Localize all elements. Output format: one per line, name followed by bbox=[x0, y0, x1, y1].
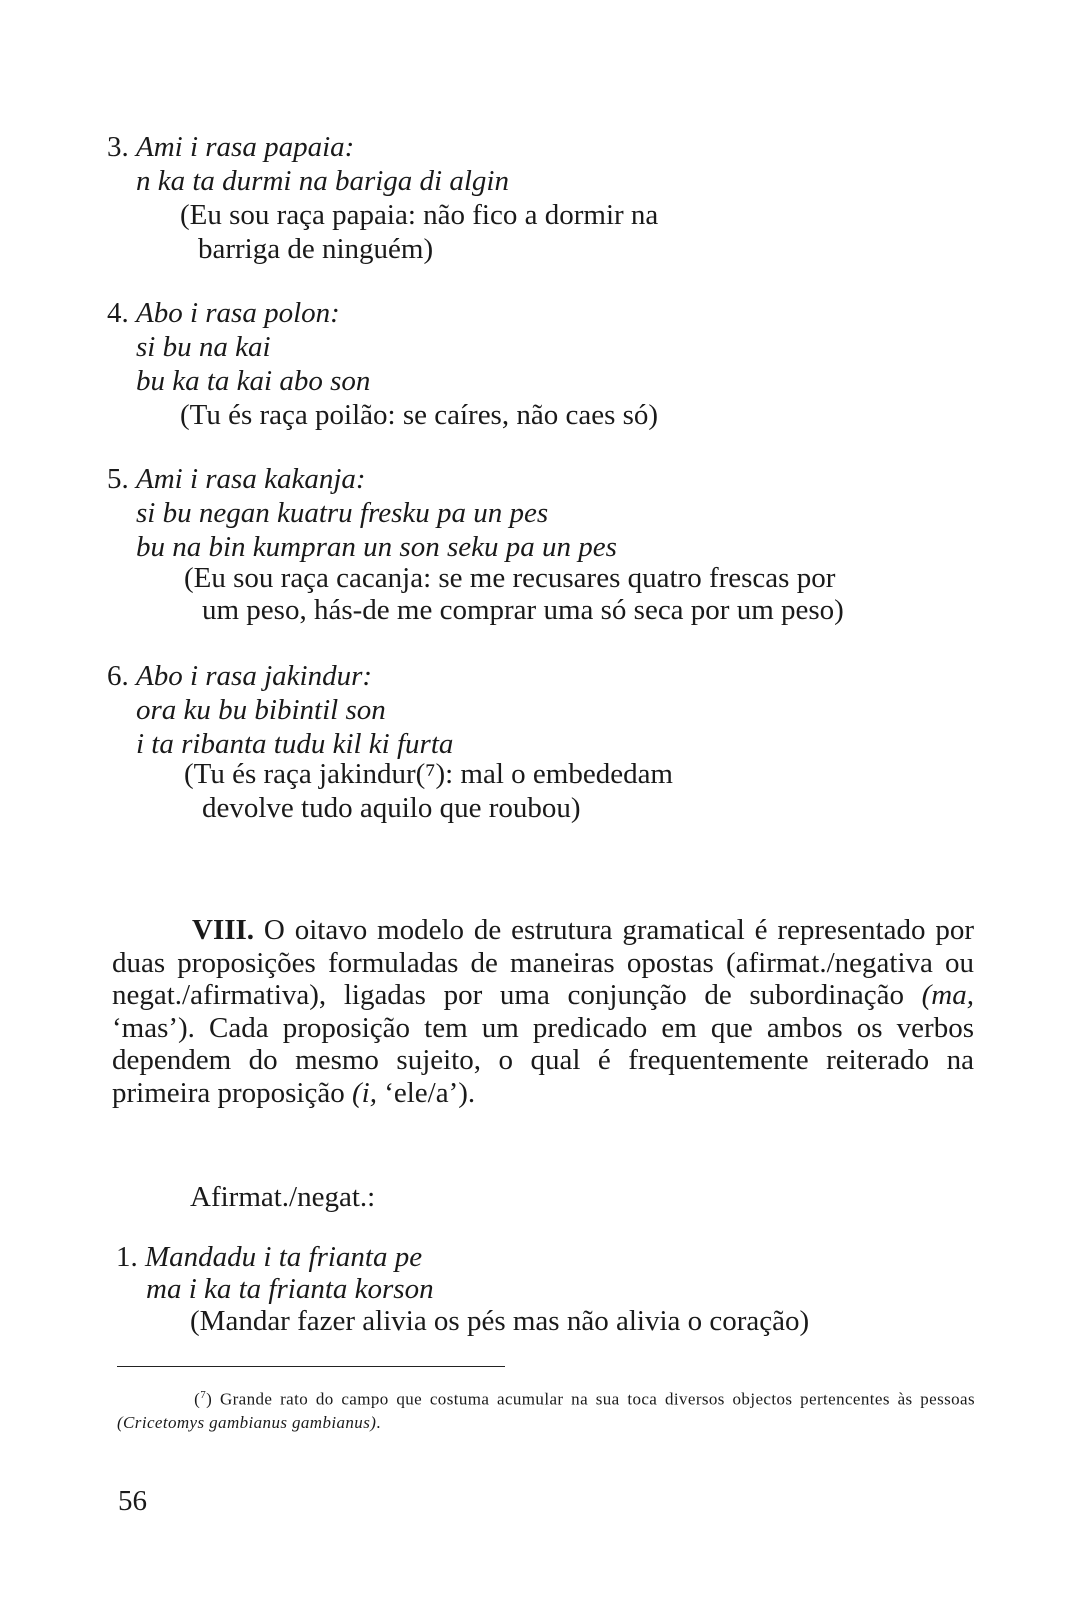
footnote-italic: (Cricetomys gambianus gambianus) bbox=[117, 1412, 377, 1432]
crioulo-text: Abo i rasa jakindur: bbox=[136, 660, 373, 692]
translation-text: um peso, hás-de me comprar uma só seca por um peso) bbox=[202, 594, 844, 626]
crioulo-text: bu ka ta kai abo son bbox=[136, 365, 371, 397]
verse-number: 4. bbox=[107, 297, 129, 329]
page-number: 56 bbox=[118, 1485, 147, 1517]
subheading: Afirmat./negat.: bbox=[190, 1181, 376, 1213]
verse-line bbox=[107, 462, 366, 496]
verse-number: 5. bbox=[107, 463, 129, 495]
paragraph-italic: (i, bbox=[351, 1076, 377, 1109]
crioulo-text: si bu negan kuatru fresku pa un pes bbox=[136, 497, 549, 529]
crioulo-text: i ta ribanta tudu kil ki furta bbox=[136, 728, 454, 760]
crioulo-text: ora ku bu bibintil son bbox=[136, 694, 386, 726]
crioulo-text: Mandadu i ta frianta pe bbox=[145, 1241, 423, 1273]
paragraph-text: O oitavo modelo de estrutura gramatical é representado por duas proposições formuladas de maneiras opostas (afirmat./negativa ou negat./afirmativa), ligadas por uma conjunção de subordinação bbox=[112, 914, 974, 1011]
footnote-text: Grande rato do campo que costuma acumular na sua toca diversos objectos pertencentes às pessoas bbox=[219, 1389, 975, 1409]
crioulo-text: Abo i rasa polon: bbox=[136, 297, 340, 329]
section-numeral: VIII. bbox=[192, 914, 255, 946]
section-paragraph bbox=[112, 914, 974, 1109]
translation-text: (Eu sou raça papaia: não fico a dormir na bbox=[180, 199, 659, 231]
verse-line bbox=[107, 659, 372, 693]
example-line bbox=[116, 1240, 422, 1274]
footnote-text: . bbox=[376, 1412, 381, 1432]
footnote-divider bbox=[117, 1366, 505, 1367]
crioulo-text: bu na bin kumpran un son seku pa un pes bbox=[136, 531, 617, 563]
verse-line bbox=[107, 296, 340, 330]
translation-text: (Eu sou raça cacanja: se me recusares quatro frescas por bbox=[184, 562, 836, 594]
translation-text: (Tu és raça poilão: se caíres, não caes só) bbox=[180, 399, 659, 431]
paragraph-text: ‘ele/a’). bbox=[376, 1076, 476, 1109]
crioulo-text: Ami i rasa papaia: bbox=[136, 131, 355, 163]
crioulo-text: si bu na kai bbox=[136, 331, 271, 363]
footnote-marker: 7 bbox=[200, 1389, 207, 1401]
translation-text: devolve tudo aquilo que roubou) bbox=[202, 792, 581, 824]
translation-text: barriga de ninguém) bbox=[198, 233, 434, 265]
crioulo-text: ma i ka ta frianta korson bbox=[146, 1273, 434, 1305]
verse-line bbox=[107, 130, 354, 164]
paragraph-italic: (ma, bbox=[921, 979, 974, 1011]
footnote: ($^7$) Grande rato do campo que costuma acumular na sua toca diversos objectos pertencentes às pessoas (Cricetomys gambianus gambianus). bbox=[117, 1389, 975, 1432]
crioulo-text: Ami i rasa kakanja: bbox=[136, 463, 366, 495]
translation-text: (Mandar fazer alivia os pés mas não alivia o coração) bbox=[190, 1305, 810, 1337]
translation-text: (Tu és raça jakindur(⁷): mal o embededam bbox=[184, 758, 673, 790]
verse-number: 6. bbox=[107, 660, 129, 692]
crioulo-text: n ka ta durmi na bariga di algin bbox=[136, 165, 509, 197]
verse-number: 3. bbox=[107, 131, 129, 163]
example-number: 1. bbox=[116, 1241, 138, 1273]
paragraph-text: ‘mas’). Cada proposição tem um predicado em que ambos os verbos dependem do mesmo sujeito, o qual é frequentemente reiterado na primeira proposição bbox=[112, 1011, 974, 1109]
